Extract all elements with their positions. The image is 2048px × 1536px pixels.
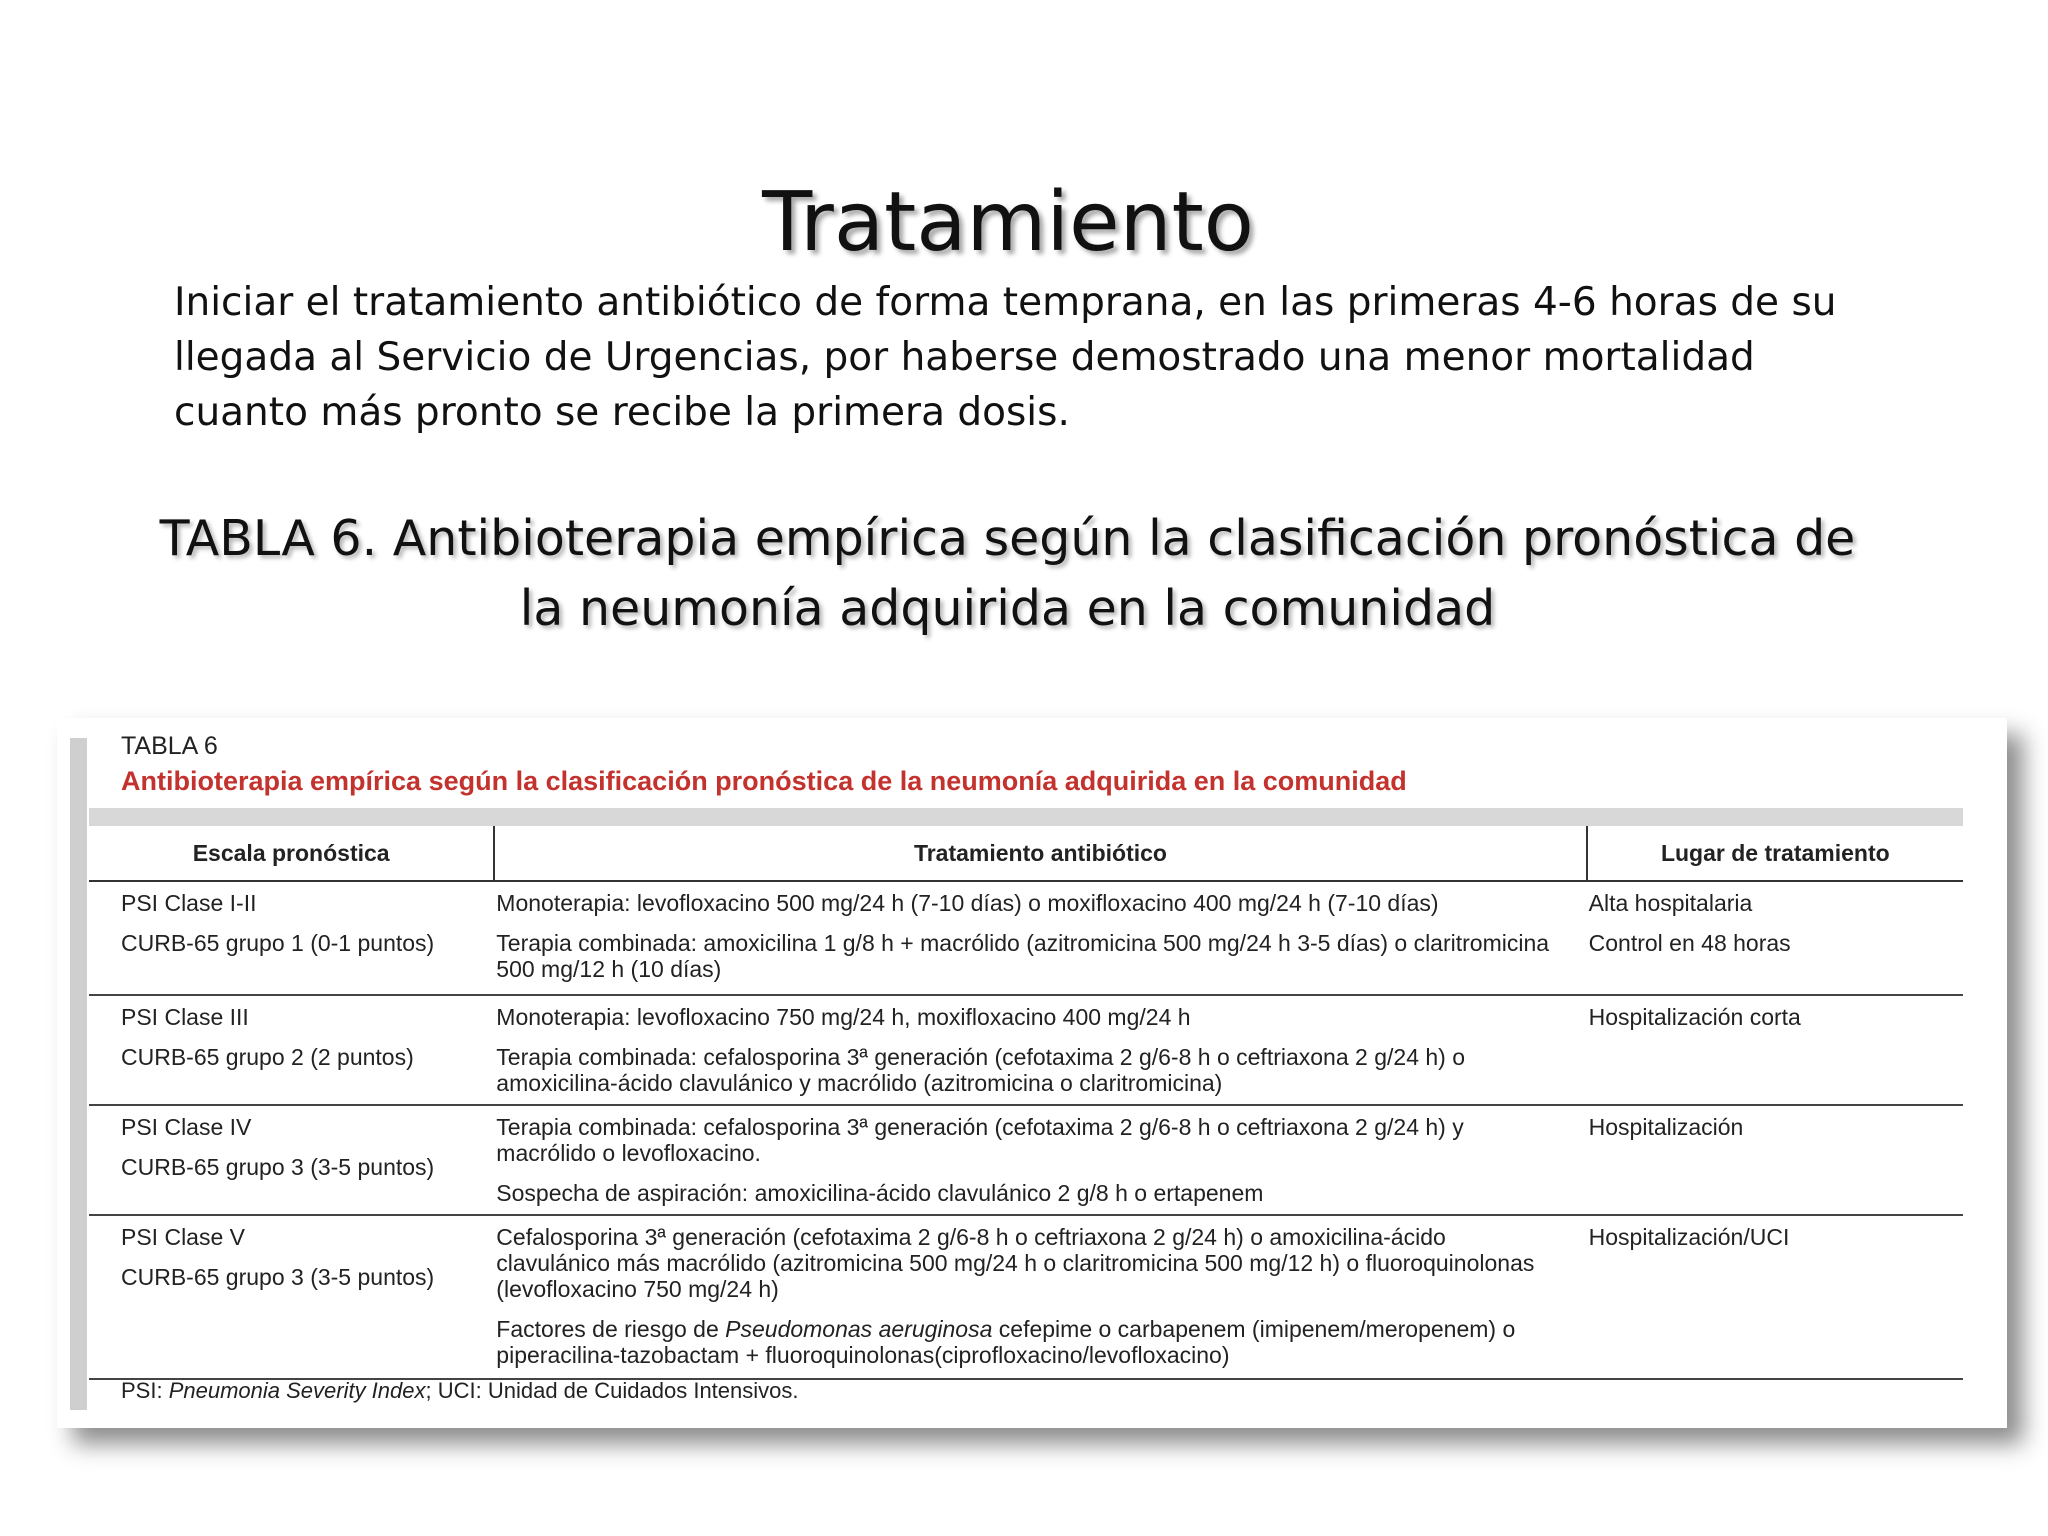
- header-treatment: Tratamiento antibiótico: [494, 826, 1586, 881]
- table-row: [89, 881, 1963, 995]
- treatment-line: Terapia combinada: cefalosporina 3ª generación (cefotaxima 2 g/6-8 h o ceftriaxona 2 g/24 h) o amoxicilina-ácido clavulánico y macrólido (azitromicina o claritromicina): [496, 1044, 1466, 1096]
- curb-group: CURB-65 grupo 3 (3-5 puntos): [121, 1154, 435, 1180]
- place-cell: [1587, 1105, 1963, 1215]
- pseudomonas-name: Pseudomonas aeruginosa: [725, 1316, 993, 1342]
- treatment-line: Terapia combinada: amoxicilina 1 g/8 h + macrólido (azitromicina 500 mg/24 h 3-5 días) o claritromicina 500 mg/12 h (10 días): [496, 930, 1550, 982]
- scale-cell: [89, 1215, 494, 1379]
- table-tag: TABLA 6: [121, 732, 218, 760]
- treatment-cell: [494, 1105, 1586, 1215]
- footnote-psi-full: Pneumonia Severity Index: [168, 1378, 426, 1403]
- treatment-line: Monoterapia: levofloxacino 500 mg/24 h (7-10 días) o moxifloxacino 400 mg/24 h (7-10 días): [496, 890, 1439, 916]
- table-row: [89, 1215, 1963, 1379]
- treatment-cell: [494, 1215, 1586, 1379]
- table-header-row: [89, 826, 1963, 881]
- place-line: Hospitalización: [1588, 1114, 1744, 1140]
- table-row: [89, 995, 1963, 1105]
- curb-group: CURB-65 grupo 2 (2 puntos): [121, 1044, 414, 1070]
- antibiotic-table: [89, 826, 1963, 1380]
- footnote-uci: ; UCI: Unidad de Cuidados Intensivos.: [425, 1378, 799, 1403]
- curb-group: CURB-65 grupo 3 (3-5 puntos): [121, 1264, 435, 1290]
- place-cell: [1587, 1215, 1963, 1379]
- treatment-line: Monoterapia: levofloxacino 750 mg/24 h, moxifloxacino 400 mg/24 h: [496, 1004, 1191, 1030]
- header-place: Lugar de tratamiento: [1587, 826, 1963, 881]
- scale-cell: [89, 995, 494, 1105]
- left-accent-bar: [70, 738, 87, 1410]
- header-scale: Escala pronóstica: [89, 826, 494, 881]
- table-footnote: [121, 1378, 799, 1404]
- psi-class: PSI Clase I-II: [121, 890, 257, 916]
- risk-prefix: Factores de riesgo de: [496, 1316, 726, 1342]
- intro-paragraph: Iniciar el tratamiento antibiótico de forma temprana, en las primeras 4-6 horas de su llegada al Servicio de Urgencias, por haberse demostrado una menor mortalidad cuanto más pronto se recibe la primera dosis.: [174, 280, 1837, 435]
- place-line: Hospitalización corta: [1588, 1004, 1801, 1030]
- slide-title: Tratamiento: [762, 175, 1254, 270]
- risk-suffix: cefepime o carbapenem (imipenem/meropenem) o piperacilina-tazobactam + fluoroquinolonas(ciprofloxacino/levofloxacino): [496, 1316, 1516, 1368]
- treatment-line: Terapia combinada: cefalosporina 3ª generación (cefotaxima 2 g/6-8 h o ceftriaxona 2 g/24 h) y macrólido o levofloxacino.: [496, 1114, 1464, 1166]
- header-band: [89, 808, 1963, 826]
- treatment-line: Sospecha de aspiración: amoxicilina-ácido clavulánico 2 g/8 h o ertapenem: [496, 1180, 1264, 1206]
- curb-group: CURB-65 grupo 1 (0-1 puntos): [121, 930, 435, 956]
- place-cell: [1587, 881, 1963, 995]
- table-figure: [57, 718, 2007, 1428]
- psi-class: PSI Clase IV: [121, 1114, 252, 1140]
- scale-cell: [89, 1105, 494, 1215]
- place-line: Alta hospitalaria: [1588, 890, 1753, 916]
- place-line: Hospitalización/UCI: [1588, 1224, 1790, 1250]
- treatment-cell: [494, 881, 1586, 995]
- place-line: Control en 48 horas: [1588, 930, 1791, 956]
- treatment-line: Cefalosporina 3ª generación (cefotaxima 2 g/6-8 h o ceftriaxona 2 g/24 h) o amoxicilina-ácido clavulánico más macrólido (azitromicina 500 mg/24 h o claritromicina 500 mg/12 h) o fluoroquinolonas (levofloxacino 750 mg/24 h): [496, 1224, 1535, 1302]
- treatment-cell: [494, 995, 1586, 1105]
- psi-class: PSI Clase V: [121, 1224, 245, 1250]
- footnote-psi-abbr: PSI:: [121, 1378, 169, 1403]
- treatment-line: [496, 1316, 1556, 1368]
- place-cell: [1587, 995, 1963, 1105]
- table-caption: Antibioterapia empírica según la clasificación pronóstica de la neumonía adquirida en la comunidad: [121, 766, 1407, 796]
- table-subtitle: TABLA 6. Antibioterapia empírica según la clasificación pronóstica de la neumonía adquirida en la comunidad: [159, 510, 1856, 637]
- psi-class: PSI Clase III: [121, 1004, 249, 1030]
- scale-cell: [89, 881, 494, 995]
- table-row: [89, 1105, 1963, 1215]
